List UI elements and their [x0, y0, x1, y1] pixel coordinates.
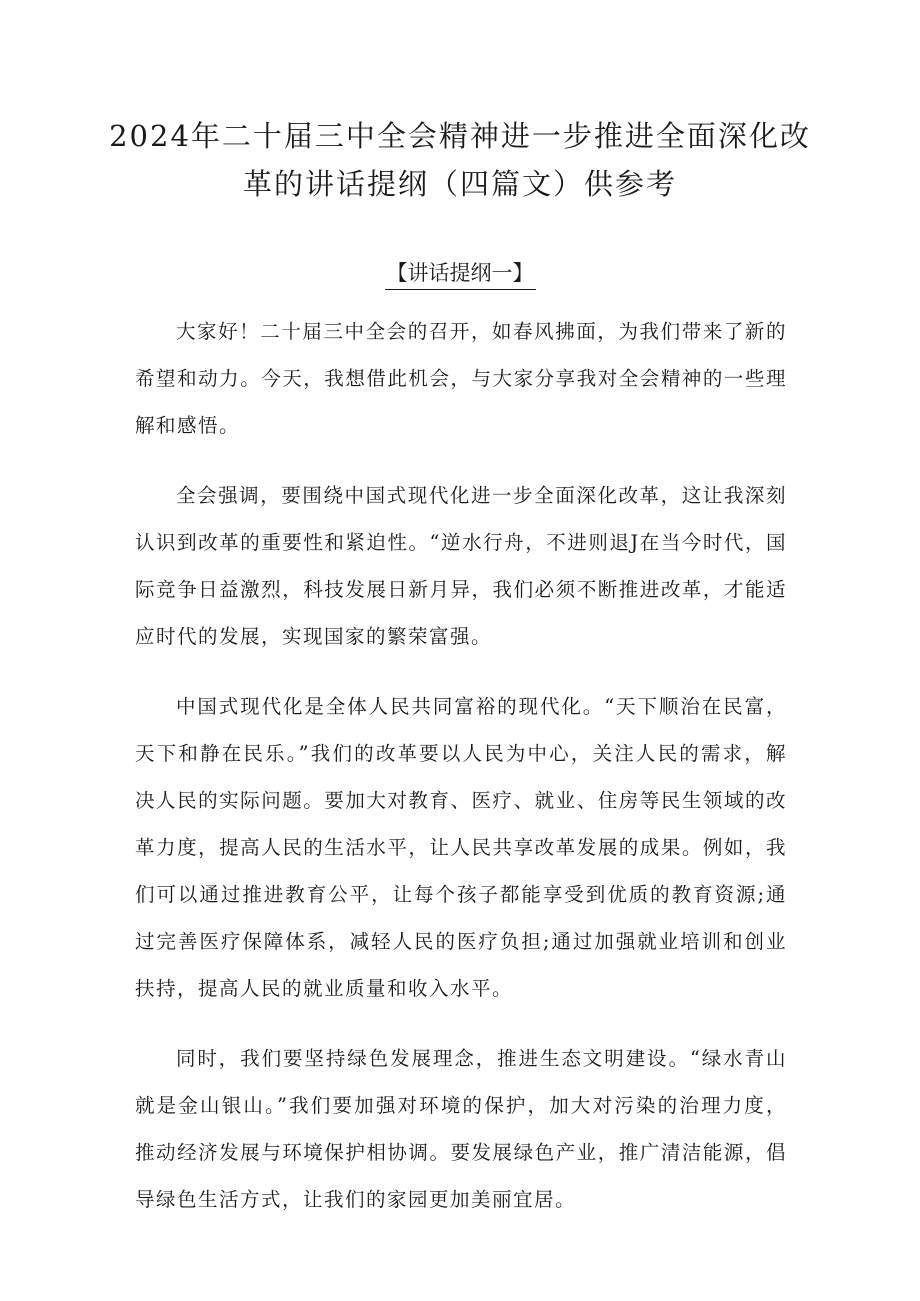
section-heading — [0, 258, 920, 290]
paragraph-2: 全会强调，要围绕中国式现代化进一步全面深化改革，这让我深刻认识到改革的重要性和紧迫性。“逆水行舟，不进则退J在当今时代，国际竞争日益激烈，科技发展日新月异，我们必须不断推进改革，才能适应时代的发展，实现国家的繁荣富强。 — [135, 484, 787, 648]
paragraph-3: 中国式现代化是全体人民共同富裕的现代化。“天下顺治在民富，天下和静在民乐。”我们的改革要以人民为中心，关注人民的需求，解决人民的实际问题。要加大对教育、医疗、就业、住房等民生领域的改革力度，提高人民的生活水平，让人民共享改革发展的成果。例如，我们可以通过推进教育公平，让每个孩子都能享受到优质的教育资源;通过完善医疗保障体系，减轻人民的医疗负担;通过加强就业培训和创业扶持，提高人民的就业质量和收入水平。 — [135, 695, 787, 1000]
title-line-1: 2024年二十届三中全会精神进一步推进全面深化改 — [109, 119, 811, 153]
body-text — [135, 308, 787, 1246]
section-heading-text: 【讲话提纲一】 — [385, 258, 536, 290]
document-title — [100, 112, 820, 208]
paragraph-1: 大家好！二十届三中全会的召开，如春风拂面，为我们带来了新的希望和动力。今天，我想借此机会，与大家分享我对全会精神的一些理解和感悟。 — [135, 320, 787, 437]
title-line-2: 革的讲话提纲（四篇文）供参考 — [242, 167, 677, 201]
paragraph-4: 同时，我们要坚持绿色发展理念，推进生态文明建设。“绿水青山就是金山银山。”我们要加强对环境的保护，加大对污染的治理力度，推动经济发展与环境保护相协调。要发展绿色产业，推广清洁能源，倡导绿色生活方式，让我们的家园更加美丽宜居。 — [135, 1047, 787, 1211]
